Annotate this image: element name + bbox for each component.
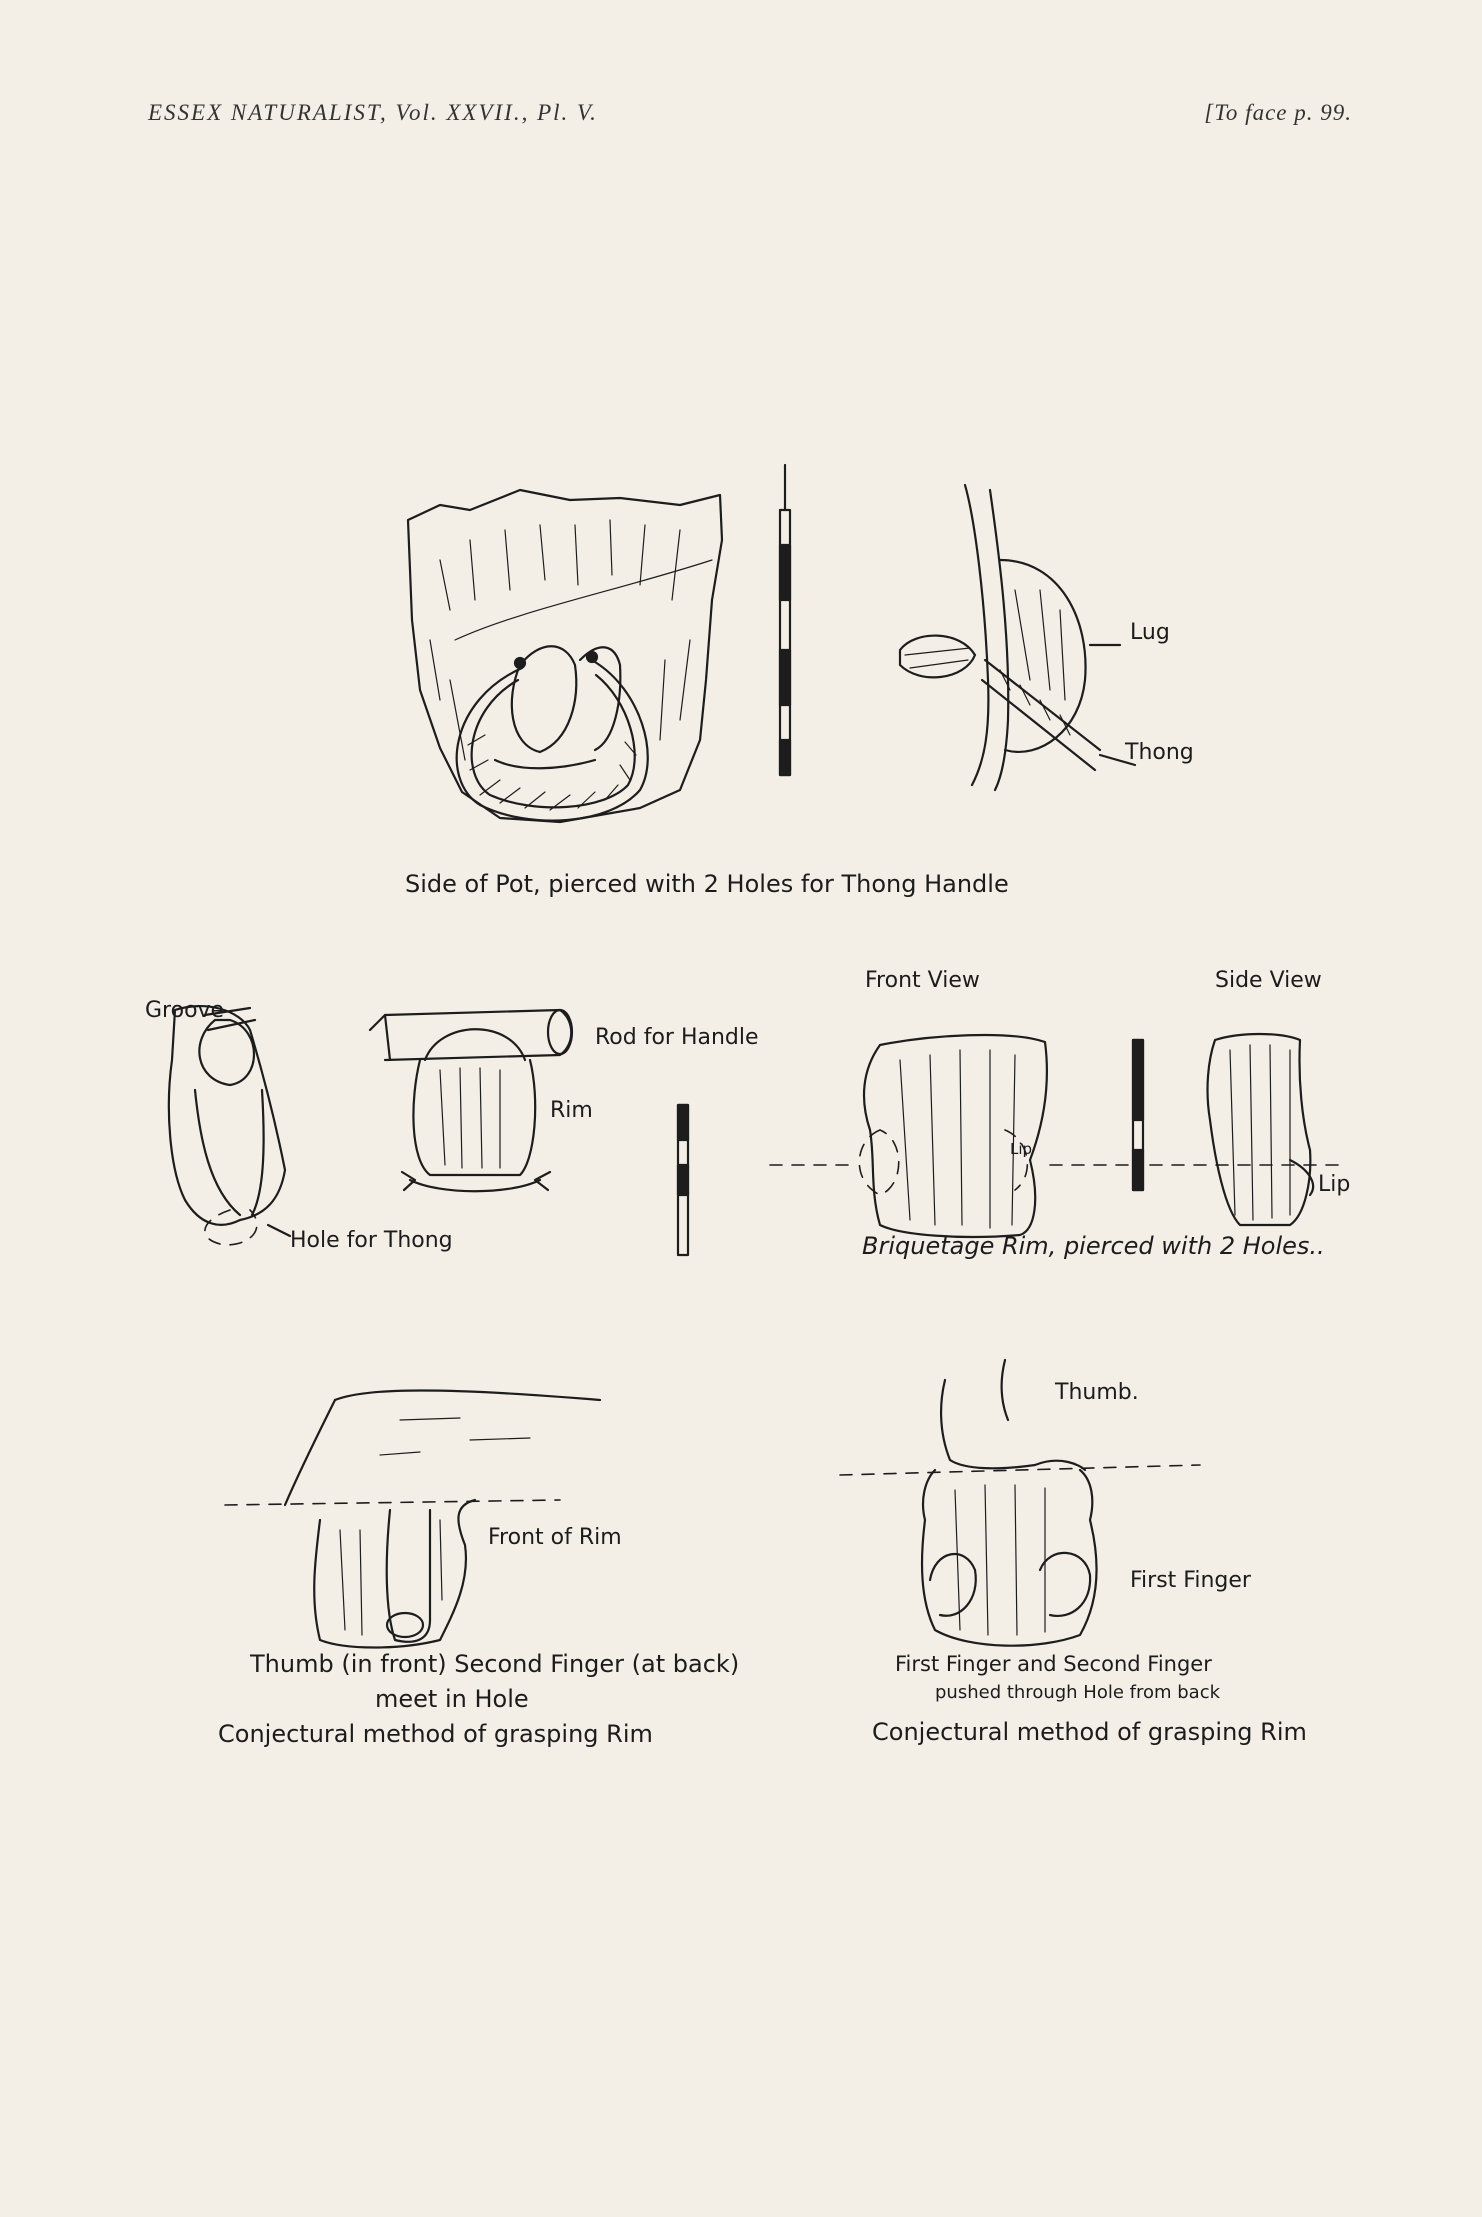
page-reference: [To face p. 99.	[1204, 100, 1352, 125]
caption-grasp-front-line1: Thumb (in front) Second Finger (at back)	[250, 1650, 740, 1678]
label-lip-front: Lip	[1010, 1140, 1033, 1158]
caption-pot-side: Side of Pot, pierced with 2 Holes for Thong Handle	[405, 870, 1009, 898]
briquetage-side-drawing	[1150, 1034, 1340, 1225]
scale-bar-1	[780, 465, 790, 775]
caption-grasp-top-line2: pushed through Hole from back	[935, 1682, 1221, 1703]
label-side-view: Side View	[1215, 968, 1322, 993]
label-thumb: Thumb.	[1055, 1380, 1139, 1405]
briquetage-front-drawing	[770, 1035, 1140, 1237]
grasping-front-drawing	[225, 1391, 600, 1648]
label-hole-for-thong: Hole for Thong	[290, 1228, 453, 1253]
rod-handle-drawing	[370, 1010, 572, 1191]
label-rod-for-handle: Rod for Handle	[595, 1025, 759, 1050]
label-lip-side: Lip	[1318, 1172, 1351, 1197]
caption-grasp-top-line1: First Finger and Second Finger	[895, 1652, 1212, 1676]
label-front-view: Front View	[865, 968, 980, 993]
label-front-of-rim: Front of Rim	[488, 1525, 622, 1550]
caption-grasp-front-line3: Conjectural method of grasping Rim	[218, 1720, 653, 1748]
label-lug: Lug	[1130, 620, 1170, 645]
lug-side-drawing	[900, 485, 1135, 790]
caption-grasp-top-line3: Conjectural method of grasping Rim	[872, 1718, 1307, 1746]
scale-bar-3	[1133, 1040, 1143, 1190]
label-first-finger: First Finger	[1130, 1568, 1251, 1593]
journal-header: ESSEX NATURALIST, Vol. XXVII., Pl. V.	[148, 100, 598, 125]
label-groove: Groove	[145, 998, 225, 1023]
caption-grasp-front-line2: meet in Hole	[375, 1685, 529, 1713]
pot-side-drawing	[408, 490, 722, 822]
caption-briquetage-rim: Briquetage Rim, pierced with 2 Holes..	[862, 1232, 1325, 1260]
scale-bar-2	[678, 1105, 688, 1255]
grasping-top-drawing	[840, 1360, 1200, 1646]
label-rim: Rim	[550, 1098, 593, 1123]
groove-rim-drawing	[169, 1006, 290, 1245]
label-thong: Thong	[1125, 740, 1194, 765]
